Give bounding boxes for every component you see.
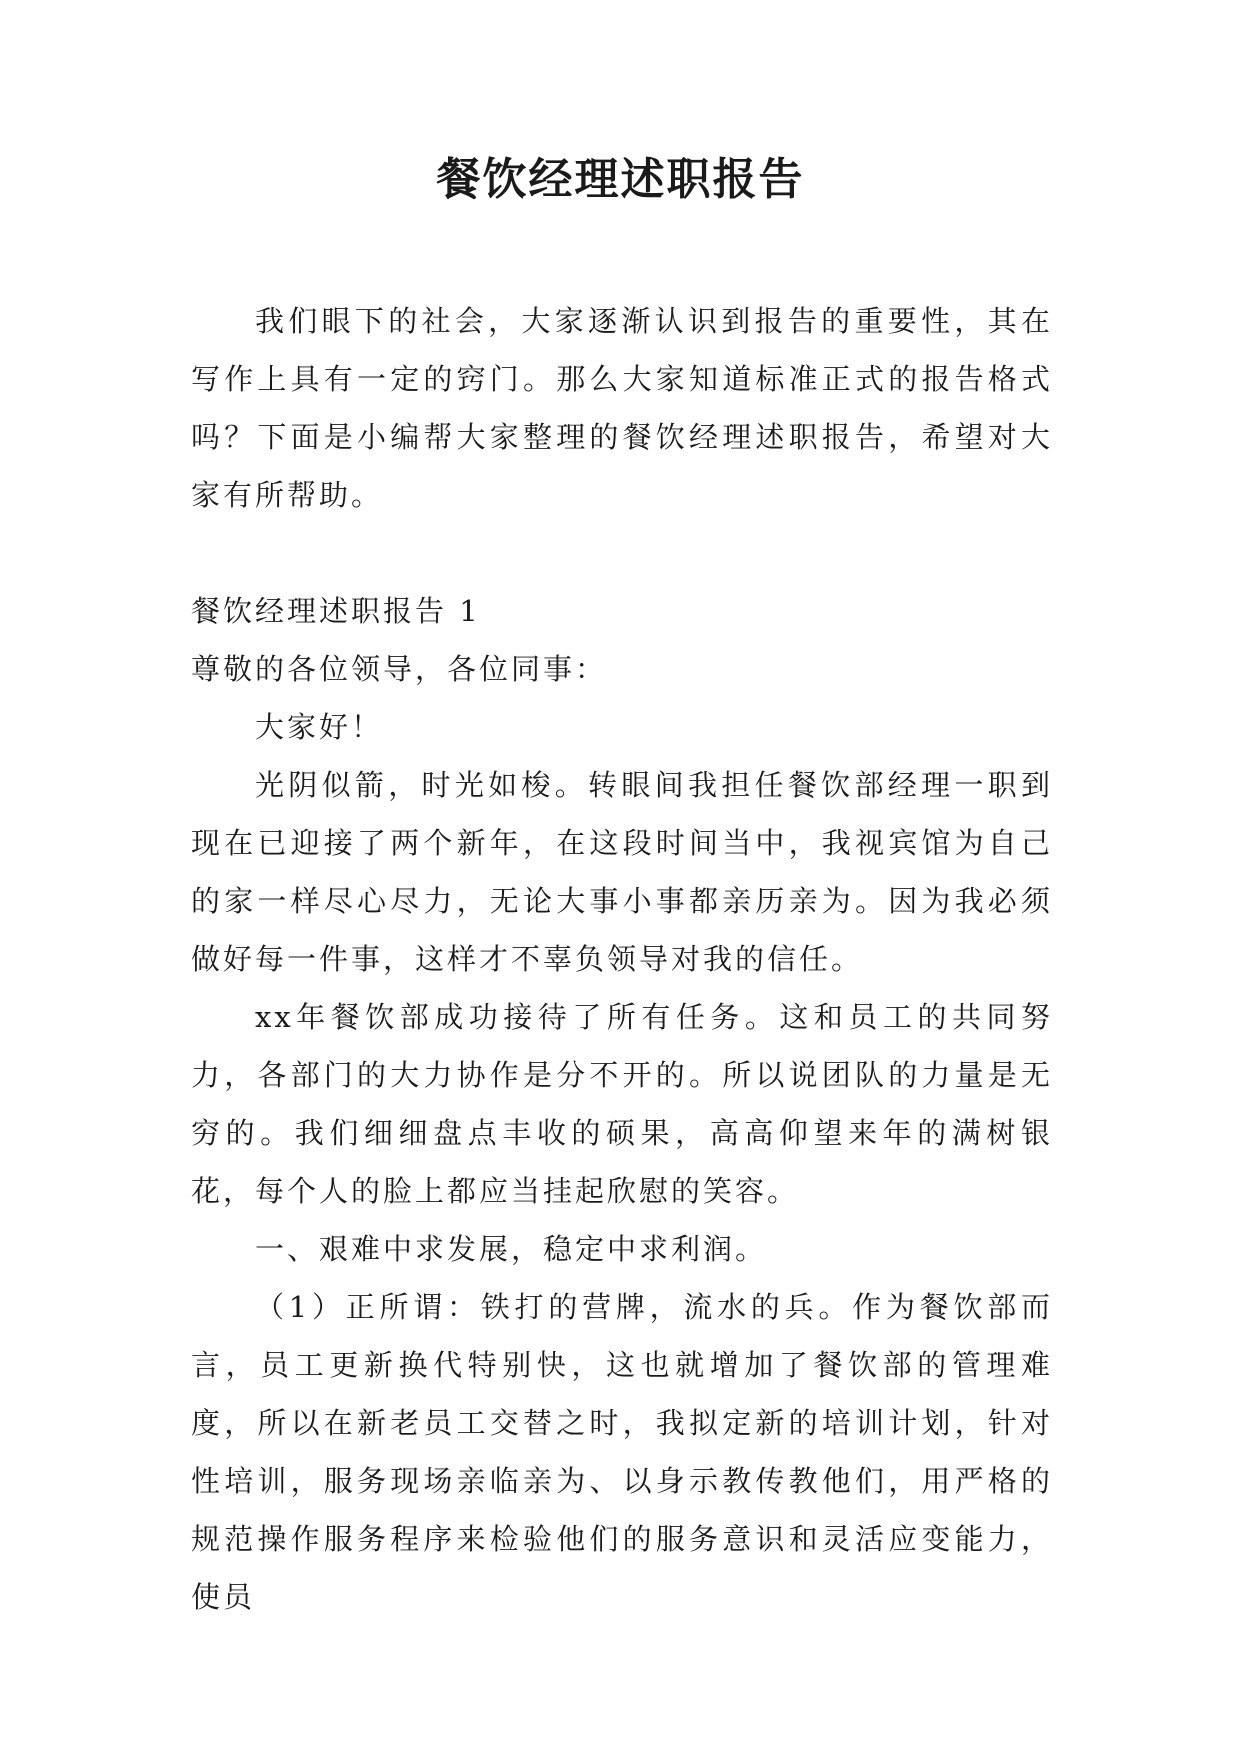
body-paragraph: 光阴似箭，时光如梭。转眼间我担任餐饮部经理一职到现在已迎接了两个新年，在这段时间当中，我视宾馆为自己的家一样尽心尽力，无论大事小事都亲历亲为。因为我必须做好每一件事，这样才不辜负领导对我的信任。	[191, 768, 1053, 976]
greeting: 大家好！	[255, 710, 384, 744]
body-paragraph: （1）正所谓：铁打的营牌，流水的兵。作为餐饮部而言，员工更新换代特别快，这也就增加了餐饮部的管理难度，所以在新老员工交替之时，我拟定新的培训计划，针对性培训，服务现场亲临亲为、以身示教传教他们，用严格的规范操作服务程序来检验他们的服务意识和灵活应变能力，使员	[191, 1290, 1053, 1614]
subsection-heading: 一、艰难中求发展，稳定中求利润。	[255, 1232, 768, 1266]
section-heading: 餐饮经理述职报告 1	[191, 594, 481, 628]
body-paragraph: xx年餐饮部成功接待了所有任务。这和员工的共同努力，各部门的大力协作是分不开的。所以说团队的力量是无穷的。我们细细盘点丰收的硕果，高高仰望来年的满树银花，每个人的脸上都应当挂起欣慰的笑容。	[191, 1000, 1053, 1208]
document-title: 餐饮经理述职报告	[436, 154, 805, 205]
document-body	[191, 292, 1053, 1626]
salutation: 尊敬的各位领导，各位同事：	[191, 652, 608, 686]
intro-paragraph: 我们眼下的社会，大家逐渐认识到报告的重要性，其在写作上具有一定的窍门。那么大家知道标准正式的报告格式吗？下面是小编帮大家整理的餐饮经理述职报告，希望对大家有所帮助。	[191, 304, 1053, 512]
